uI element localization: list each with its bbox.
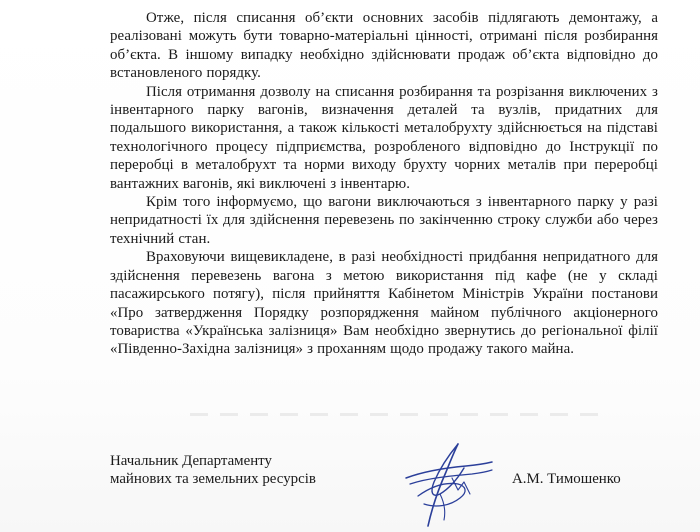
scan-artifact [190, 413, 610, 416]
paragraph-scrap-procedure: Після отримання дозволу на списання розбирання та розрізання виключених з інвентарного парку вагонів, визначення деталей та вузлів, придатних для подальшого використання, а також кількості металобрухту здійснюється на підставі технологічного процесу підприємства, розробленого відповідно до Інструкції по переробці в металобрухт та норми виходу брухту чорних металів при переробці вантажних вагонів, які виключені з інвентарю. [110, 83, 658, 192]
signature-block [110, 452, 658, 489]
signatory-position-line1: Начальник Департаменту [110, 453, 272, 469]
signatory-position-line2: майнових та земельних ресурсів [110, 471, 316, 488]
handwritten-signature-icon [388, 438, 498, 528]
paragraph-wagon-exclusion: Крім того інформуємо, що вагони виключаються з інвентарного парку у разі непридатності їх для здійснення перевезень по закінченню строку служби або через технічний стан. [110, 194, 658, 247]
paragraph-dismantling: Отже, після списання об’єкти основних засобів підлягають демонтажу, а реалізовані можуть бути товарно-матеріальні цінності, отримані після розбирання об’єкта. В іншому випадку необхідно здійснювати продаж об’єкта відповідно до встановленого порядку. [110, 10, 658, 82]
letter-body [110, 9, 658, 359]
paragraph-cafe-purchase: Враховуючи вищевикладене, в разі необхідності придбання непридатного для здійснення перевезень вагона з метою використання під кафе (не у складі пасажирського потягу), після прийняття Кабінетом Міністрів України постанови «Про затвердження Порядку розпорядження майном публічного акціонерного товариства «Українська залізниця» Вам необхідно звернутись до регіональної філії «Південно-Західна залізниця» з проханням щодо продажу такого майна. [110, 249, 658, 358]
signatory-name: А.М. Тимошенко [512, 471, 621, 488]
